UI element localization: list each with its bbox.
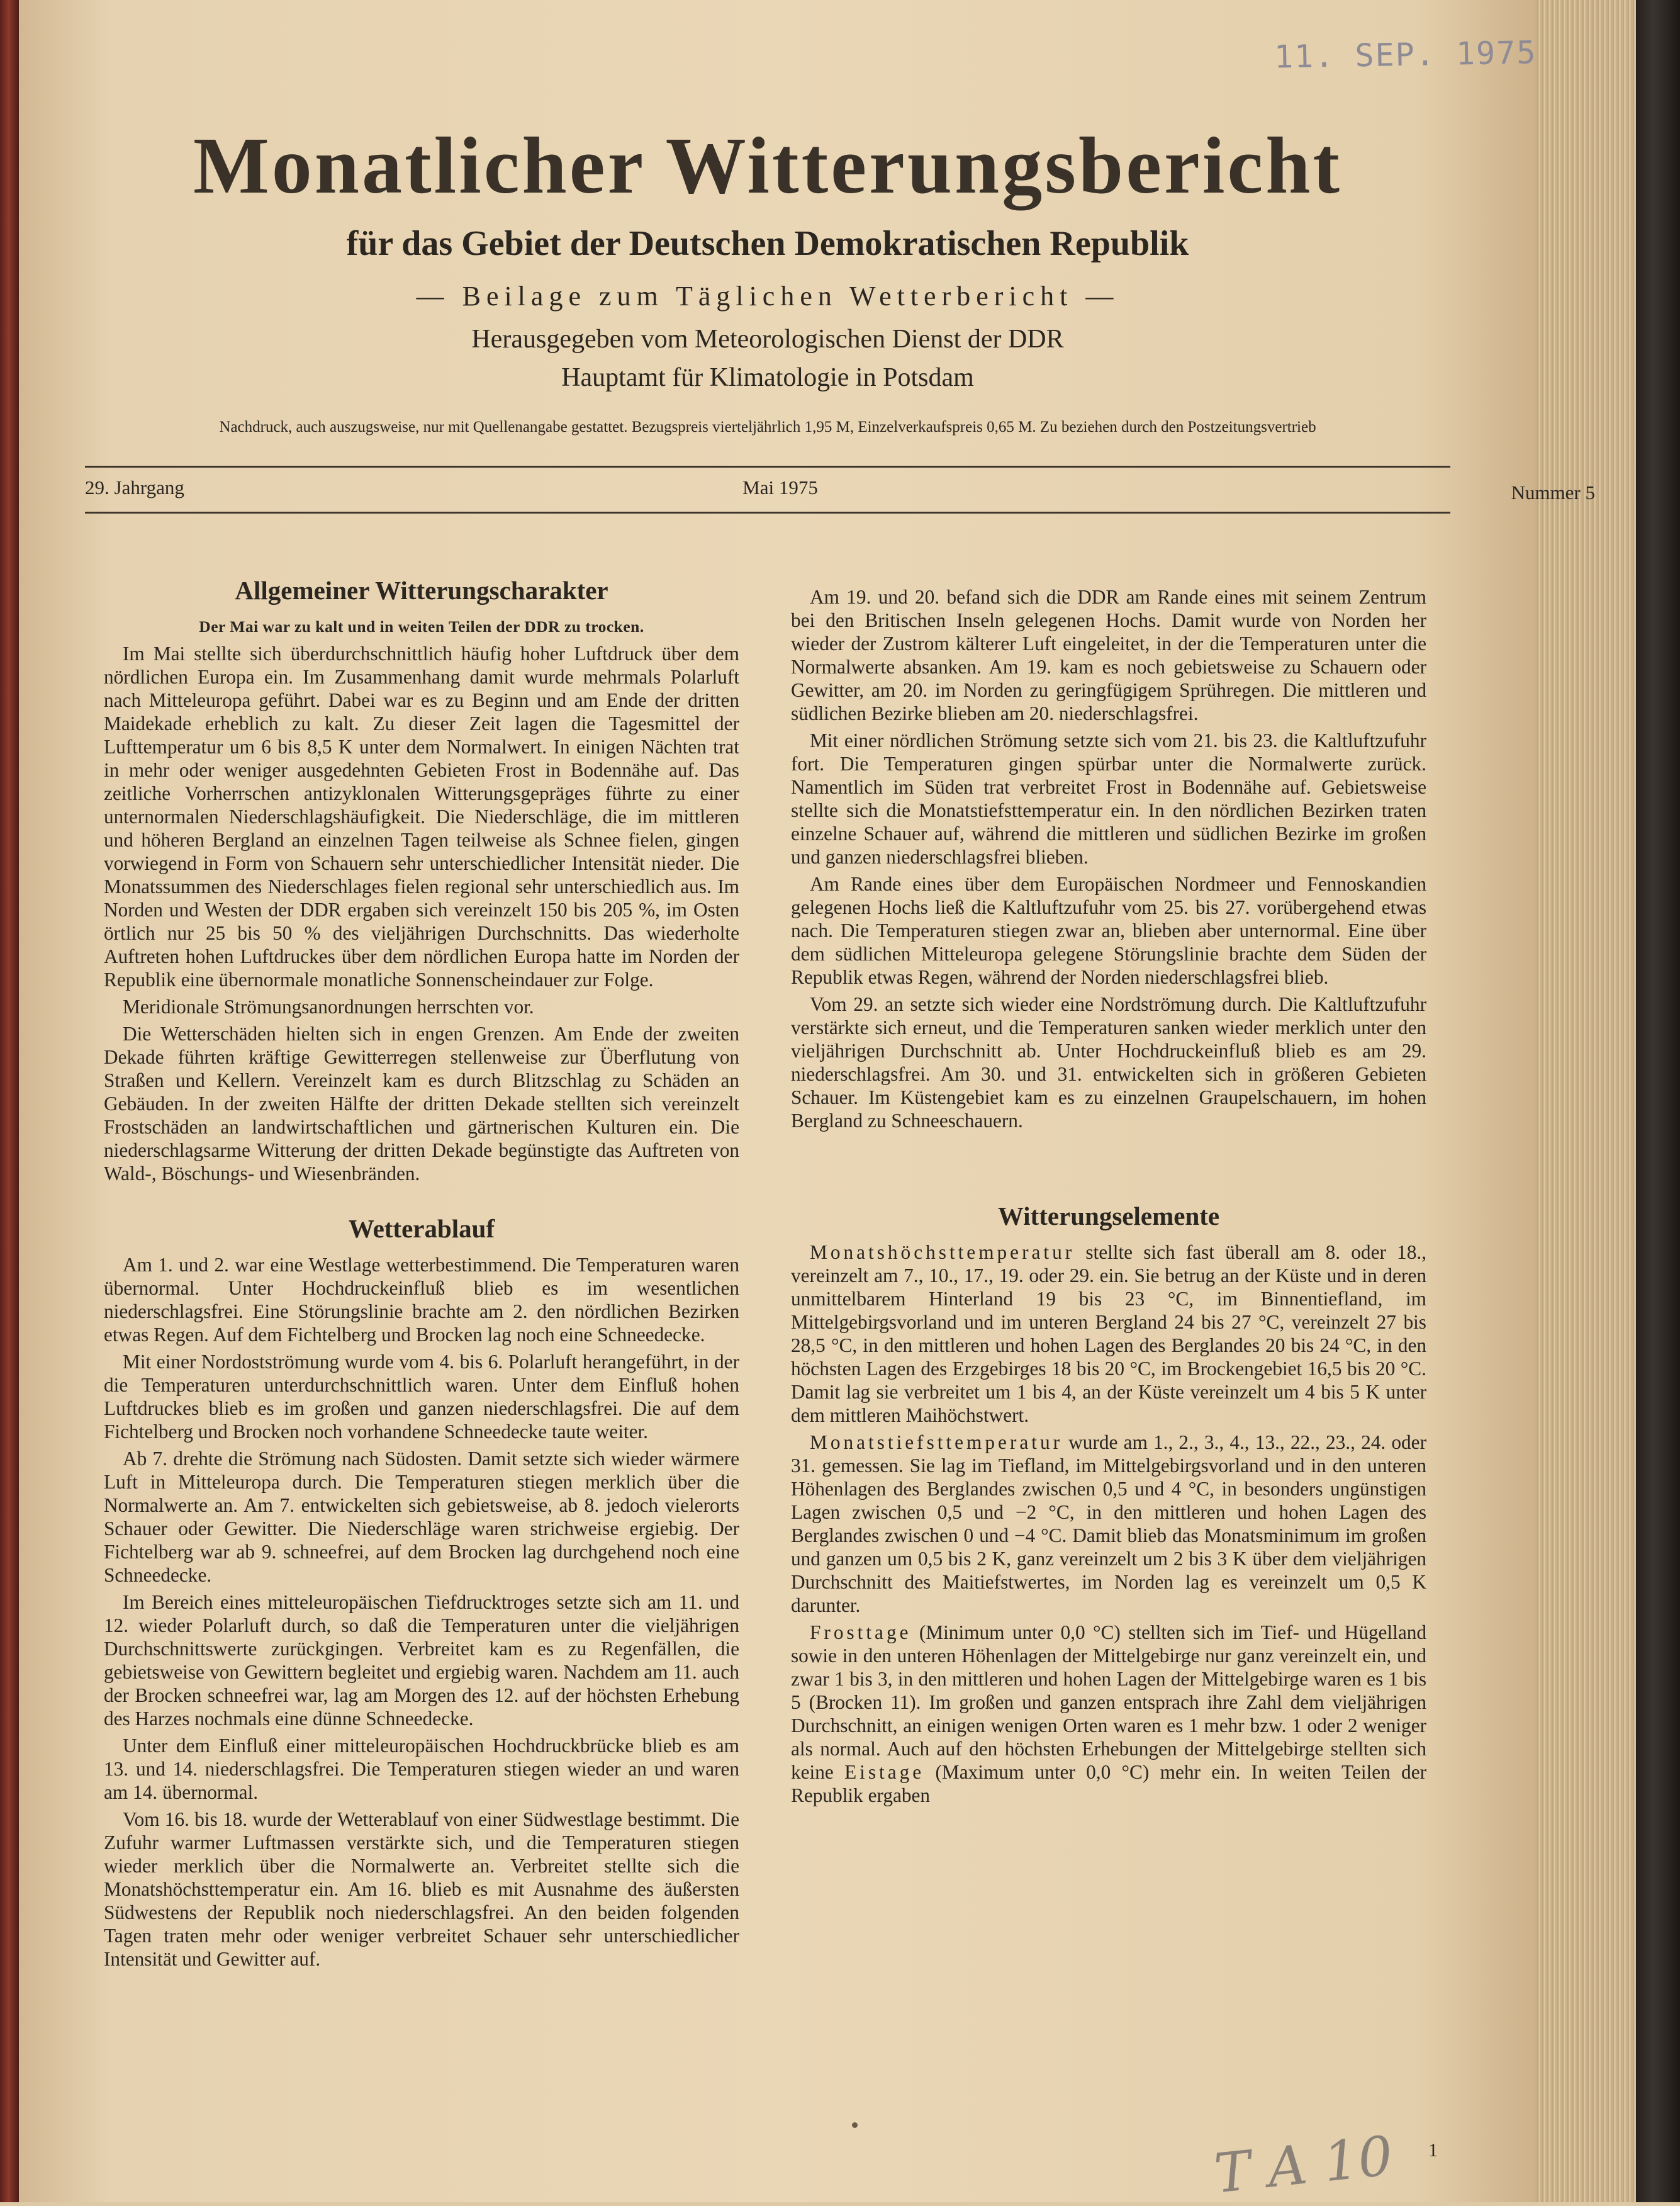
masthead-publisher: Herausgegeben vom Meteorologischen Dienst der DDR	[471, 325, 1064, 354]
paragraph: Mit einer Nordostströmung wurde vom 4. bis 6. Polarluft herangeführt, in der die Temperaturen unterdurchschnittlich waren. Unter dem Einfluß hohen Luftdruckes blieb es im großen und ganzen niederschlagsfrei. Die auf dem Fichtelberg und Brocken noch vorhandene Schneedecke taute weiter.	[104, 1351, 739, 1443]
paragraph: Im Mai stellte sich überdurchschnittlich häufig hoher Luftdruck über dem nördlichen Europa ein. Im Zusammenhang damit wurde mehrmals Polarluft nach Mitteleuropa geführt. Dabei war es zu Beginn und am Ende der dritten Maidekade erheblich zu kalt. Zu dieser Zeit lagen die Tagesmittel der Lufttemperatur um 6 bis 8,5 K unter dem Normalwert. In einigen Nächten trat in mehr oder weniger ausgedehnten Gebieten Frost in Bodennähe auf. Das zeitliche Vorherrschen antizyklonalen Witterungsgepräges führte zu einer unternormalen Niederschlagshäufigkeit. Die Niederschläge, die im mittleren und höheren Bergland an einzelnen Tagen teilweise als Schnee fielen, gingen vorwiegend in Form von Schauern sehr unterschiedlicher Intensität nieder. Die Monatssummen des Niederschlages fielen regional sehr unterschiedlich aus. Im Norden und Westen der DDR ergaben sich vereinzelt 150 bis 205 %, im Osten örtlich nur 25 bis 50 % des vieljährigen Durchschnitts. Das wiederholte Auftreten hohen Luftdruckes über dem nördlichen Europa hatte im Norden der Republik eine übernormale monatliche Sonnenscheindauer zur Folge.	[104, 643, 739, 991]
term-max-temperature: Monatshöchsttemperatur	[810, 1241, 1075, 1263]
term-min-temperature: Monatstiefsttemperatur	[810, 1431, 1063, 1453]
received-date-stamp: 11. SEP. 1975	[1274, 34, 1537, 76]
paragraph: Am Rande eines über dem Europäischen Nordmeer und Fennoskandien gelegenen Hochs ließ die Kaltluftzufuhr vom 25. bis 27. vorübergehend etwas nach. Die Temperaturen stiegen zwar an, blieben aber unternormal. Eine über dem südlichen Mitteleuropa gelegene Störungslinie brachte dem Süden der Republik etwas Regen, während der Norden niederschlagsfrei blieb.	[791, 873, 1426, 988]
right-column	[791, 585, 1426, 1811]
paragraph-text: stellte sich fast überall am 8. oder 18., vereinzelt am 7., 10., 17., 19. oder 29. ein. Sie betrug an der Küste und in deren unmittelbarem Hinterland 19 bis 23 °C, im Binnentiefland, im Mittelgebirgsvorland und im unteren Bergland 24 bis 27 °C, vereinzelt 27 bis 28,5 °C, in den mittleren und hohen Lagen des Berglandes 20 bis 24 °C, in den höchsten Lagen des Erzgebirges 18 bis 20 °C, im Brockengebiet 16,5 bis 20 °C. Damit lag sie verbreitet um 1 bis 4, an der Küste vereinzelt um 4 bis 5 K unter dem mittleren Maihöchstwert.	[791, 1241, 1426, 1426]
section-heading-general: Allgemeiner Witterungscharakter	[235, 576, 608, 605]
paragraph-text: (Maximum unter 0,0 °C) mehr ein. In weiten Teilen der Republik ergaben	[791, 1761, 1427, 1806]
masthead-title: Monatlicher Witterungsbericht	[193, 121, 1343, 210]
paragraph	[791, 1241, 1426, 1427]
issue-date: Mai 1975	[742, 476, 818, 498]
paragraph: Unter dem Einfluß einer mitteleuropäischen Hochdruckbrücke blieb es am 13. und 14. niederschlagsfrei. Die Temperaturen stiegen wieder an und waren am 14. übernormal.	[104, 1735, 739, 1803]
term-frost-days: Frosttage	[810, 1621, 912, 1643]
paragraph	[791, 1621, 1426, 1807]
section-heading-elements: Witterungselemente	[997, 1201, 1220, 1230]
issue-rule-bottom	[85, 512, 1450, 514]
paragraph: Vom 29. an setzte sich wieder eine Nordströmung durch. Die Kaltluftzufuhr verstärkte sich erneut, und die Temperaturen sanken wieder merklich unter den vieljährigen Durchschnitt ab. Unter Hochdruckeinfluß blieb es am 29. niederschlagsfrei. Am 30. und 31. entwickelten sich in größeren Gebieten Schauer. Im Küstengebiet kam es zu einzelnen Graupelschauern, im hohen Bergland zu Schneeschauern.	[791, 993, 1426, 1132]
masthead-office: Hauptamt für Klimatologie in Potsdam	[561, 363, 974, 392]
paragraph: Am 19. und 20. befand sich die DDR am Rande eines mit seinem Zentrum bei den Britischen Inseln gelegenen Hochs. Damit wurde von Norden her wieder der Zustrom kälterer Luft eingeleitet, in der die Temperaturen unter die Normalwerte absanken. Am 19. kam es noch gebietsweise zu Schauern oder Gewitter, am 20. im Norden zu geringfügigem Sprühregen. Die mittleren und südlichen Bezirke blieben am 20. niederschlagsfrei.	[791, 586, 1426, 724]
masthead-subtitle: für das Gebiet der Deutschen Demokratischen Republik	[346, 224, 1189, 263]
ink-dot	[852, 2122, 858, 2128]
paragraph: Ab 7. drehte die Strömung nach Südosten. Damit setzte sich wieder wärmere Luft in Mitteleuropa durch. Die Temperaturen stiegen merklich über die Normalwerte an. Am 7. entwickelten sich gebietsweise, ab 8. jedoch vielerorts Schauer oder Gewitter. Die Niederschläge waren strichweise ergiebig. Der Fichtelberg war ab 9. schneefrei, auf dem Brocken lag durchgehend noch eine Schneedecke.	[104, 1448, 739, 1586]
paragraph: Am 1. und 2. war eine Westlage wetterbestimmend. Die Temperaturen waren übernormal. Unter Hochdruckeinfluß blieb es im wesentlichen niederschlagsfrei. Eine Störungslinie brachte am 2. den nördlichen Bezirken etwas Regen. Auf dem Fichtelberg und Brocken lag noch eine Schneedecke.	[104, 1254, 739, 1346]
paragraph-text: (Minimum unter 0,0 °C) stellten sich im Tief- und Hügelland sowie in den unteren Höhenlagen der Mittelgebirge nur ganz vereinzelt ein, und zwar 1 bis 3, in den mittleren und hohen Lagen der Mittelgebirge waren es 1 bis 5 (Brocken 11). Im großen und ganzen entsprach ihre Zahl dem vieljährigen Durchschnitt, an einigen wenigen Orten waren es 1 mehr bzw. 1 oder 2 weniger als normal. Auch auf den höchsten Erhebungen der Mittelgebirge stellten sich keine	[791, 1621, 1427, 1783]
book-binding-right	[1636, 0, 1680, 2202]
masthead-supplement: — Beilage zum Täglichen Wetterbericht —	[416, 281, 1119, 312]
masthead-notice: Nachdruck, auch auszugsweise, nur mit Quellenangabe gestattet. Bezugspreis vierteljährlich 1,95 M, Einzelverkaufspreis 0,65 M. Zu beziehen durch den Postzeitungsvertrieb	[219, 419, 1316, 436]
page-number: 1	[1428, 2140, 1438, 2161]
paragraph: Meridionale Strömungsanordnungen herrschten vor.	[123, 996, 534, 1018]
paragraph: Mit einer nördlichen Strömung setzte sich vom 21. bis 23. die Kaltluftzufuhr fort. Die Temperaturen gingen spürbar unter die Normalwerte zurück. Namentlich im Süden trat verbreitet Frost in Bodennähe auf. Gebietsweise stellte sich die Monatstiefsttemperatur ein. In den nördlichen Bezirken traten einzelne Schauer auf, während die mittleren und südlichen Bezirke im großen und ganzen niederschlagsfrei blieben.	[791, 729, 1426, 868]
section-lead: Der Mai war zu kalt und in weiten Teilen der DDR zu trocken.	[199, 617, 644, 636]
paragraph: Die Wetterschäden hielten sich in engen Grenzen. Am Ende der zweiten Dekade führten kräftige Gewitterregen stellenweise zur Überflutung von Straßen und Kellern. Vereinzelt kam es durch Blitzschlag zu Schäden an Gebäuden. In der zweiten Hälfte der dritten Dekade stellten sich vereinzelt Frostschäden an landwirtschaftlichen und gärtnerischen Kulturen ein. Die niederschlagsarme Witterung der dritten Dekade begünstigte das Auftreten von Wald-, Böschungs- und Wiesenbränden.	[104, 1023, 739, 1185]
term-ice-days: Eistage	[844, 1761, 925, 1783]
section-heading-weather: Wetterablauf	[348, 1214, 495, 1243]
issue-number: Nummer 5	[1511, 481, 1595, 504]
paragraph-text: wurde am 1., 2., 3., 4., 13., 22., 23., 24. oder 31. gemessen. Sie lag im Tiefland, im Mittelgebirgsvorland und in den unteren Höhenlagen des Berglandes zwischen 0,5 und 4 °C, in besonders ungünstigen Lagen zwischen 0,5 und −2 °C, in den mittleren und hohen Lagen des Berglandes zwischen 0 und −4 °C. Damit blieb das Monatsminimum im großen und ganzen um 0,5 bis 2 K, ganz vereinzelt um 2 bis 3 K über dem vieljährigen Durchschnitt des Maitiefstwertes, im Norden lag es vereinzelt um 0,5 K darunter.	[791, 1431, 1426, 1616]
paragraph: Vom 16. bis 18. wurde der Wetterablauf von einer Südwestlage bestimmt. Die Zufuhr warmer Luftmassen verstärkte sich, und die Temperaturen stiegen wieder merklich über die Normalwerte an. Verbreitet stellte sich die Monatshöchsttemperatur ein. Am 16. blieb es mit Ausnahme des äußersten Südwestens der Republik noch niederschlagsfrei. An den beiden folgenden Tagen traten mehr oder weniger verbreitet Schauer sehr unterschiedlicher Intensität und Gewitter auf.	[104, 1808, 739, 1970]
stacked-page-edges	[1535, 0, 1636, 2202]
issue-volume: 29. Jahrgang	[85, 476, 184, 498]
paragraph: Im Bereich eines mitteleuropäischen Tiefdrucktroges setzte sich am 11. und 12. wieder Polarluft durch, so daß die Temperaturen unter die vieljährigen Durchschnittswerte zurückgingen. Verbreitet kam es zu Regenfällen, die gebietsweise von Gewittern begleitet und ergiebig waren. Nachdem am 11. auch der Brocken schneefrei war, lag am Morgen des 12. auf der höchsten Erhebung des Harzes nochmals eine dünne Schneedecke.	[104, 1591, 739, 1730]
pencil-annotation: T A 10	[1211, 2124, 1396, 2206]
issue-rule-top	[85, 466, 1450, 468]
left-column	[104, 576, 739, 1974]
paragraph	[791, 1431, 1426, 1617]
